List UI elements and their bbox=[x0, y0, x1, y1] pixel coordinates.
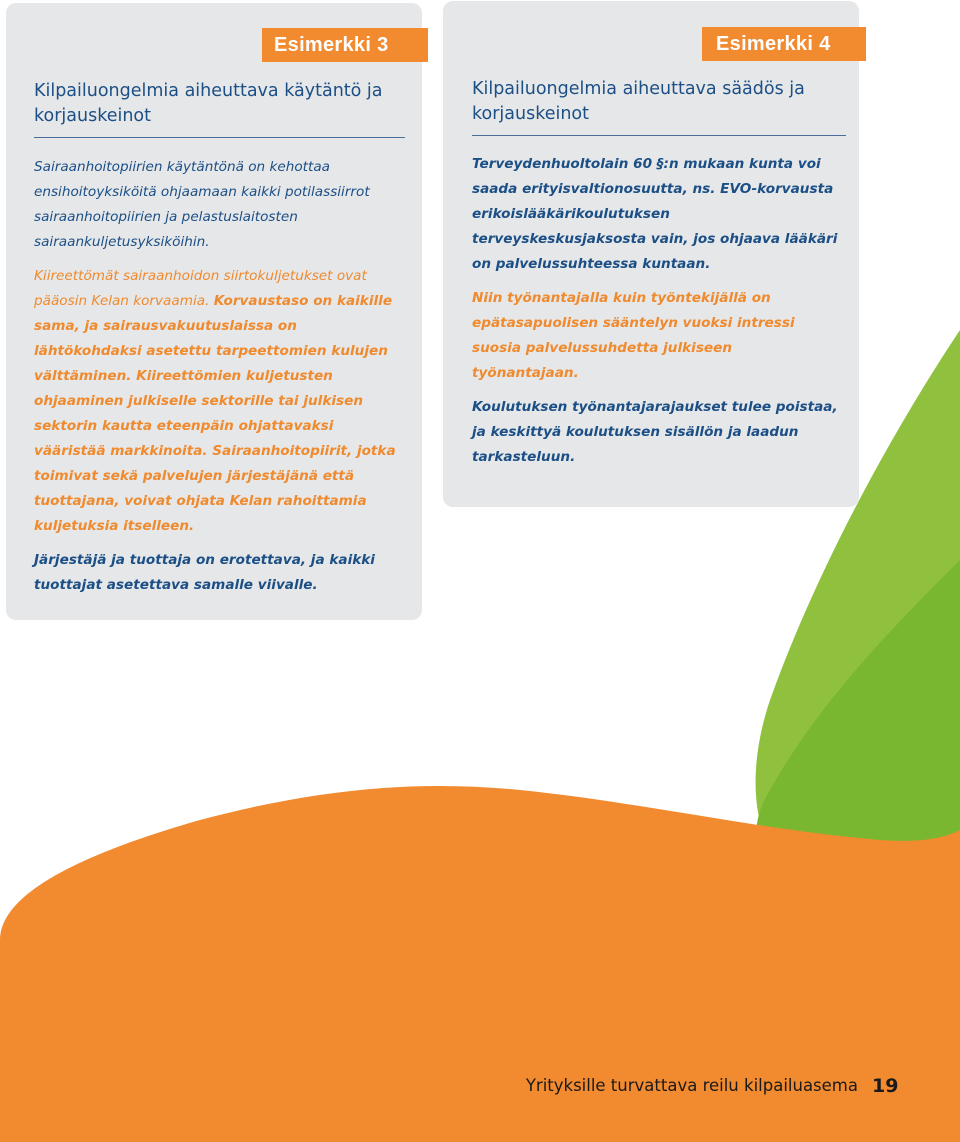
page-footer bbox=[525, 1075, 899, 1097]
example-4-title: Kilpailuongelmia aiheuttava säädös ja korjauskeinot bbox=[472, 79, 805, 124]
footer-title: Yrityksille turvattava reilu kilpailuasema bbox=[525, 1076, 858, 1095]
example-4-body bbox=[472, 152, 842, 479]
paragraph bbox=[472, 286, 842, 386]
paragraph bbox=[472, 395, 842, 470]
text-segment: Sairaanhoitopiirien käytäntönä on kehottaa ensihoitoyksiköitä ohjaamaan kaikki potilassiirrot sairaanhoitopiirien ja pelastuslaitosten sairaankuljetusyksiköihin. bbox=[34, 159, 370, 250]
title-divider bbox=[472, 135, 846, 136]
example-3-card bbox=[6, 3, 422, 620]
text-segment: Korvaustaso on kaikille sama, ja sairausvakuutuslaissa on lähtökohdaksi asetettu tarpeettomien kulujen välttäminen. Kiireettömien kuljetusten ohjaaminen julkiselle sektorille tai julkisen sektorin kautta eteenpäin ohjattavaksi vääristää markkinoita. Sairaanhoitopiirit, jotka toimivat sekä palvelujen järjestäjänä että tuottajana, voivat ohjata Kelan rahoittamia kuljetuksia itselleen. bbox=[34, 293, 396, 534]
text-segment: Niin työnantajalla kuin työntekijällä on epätasapuolisen sääntelyn vuoksi intressi suosia palvelussuhdetta julkiseen työnantajaan. bbox=[472, 290, 795, 381]
text-segment: Koulutuksen työnantajarajaukset tulee poistaa, ja keskittyä koulutuksen sisällön ja laadun tarkasteluun. bbox=[472, 399, 838, 465]
example-4-badge: Esimerkki 4 bbox=[702, 27, 866, 61]
paragraph bbox=[472, 152, 842, 277]
example-3-body bbox=[34, 155, 404, 607]
paragraph bbox=[34, 264, 404, 539]
text-segment: Terveydenhuoltolain 60 §:n mukaan kunta voi saada erityisvaltionosuutta, ns. EVO-korvausta erikoislääkärikoulutuksen terveyskeskusjaksosta vain, jos ohjaava lääkäri on palvelussuhteessa kuntaan. bbox=[472, 156, 838, 272]
example-4-card bbox=[443, 1, 859, 507]
example-3-badge: Esimerkki 3 bbox=[262, 28, 428, 62]
page-number: 19 bbox=[872, 1075, 899, 1097]
paragraph bbox=[34, 548, 404, 598]
example-3-title: Kilpailuongelmia aiheuttava käytäntö ja korjauskeinot bbox=[34, 81, 383, 126]
paragraph bbox=[34, 155, 404, 255]
text-segment: Kiireettömät sairaanhoidon siirtokuljetukset ovat pääosin Kelan korvaamia. bbox=[34, 268, 367, 309]
title-divider bbox=[34, 137, 405, 138]
text-segment: Järjestäjä ja tuottaja on erotettava, ja kaikki tuottajat asetettava samalle viivalle. bbox=[34, 552, 375, 593]
